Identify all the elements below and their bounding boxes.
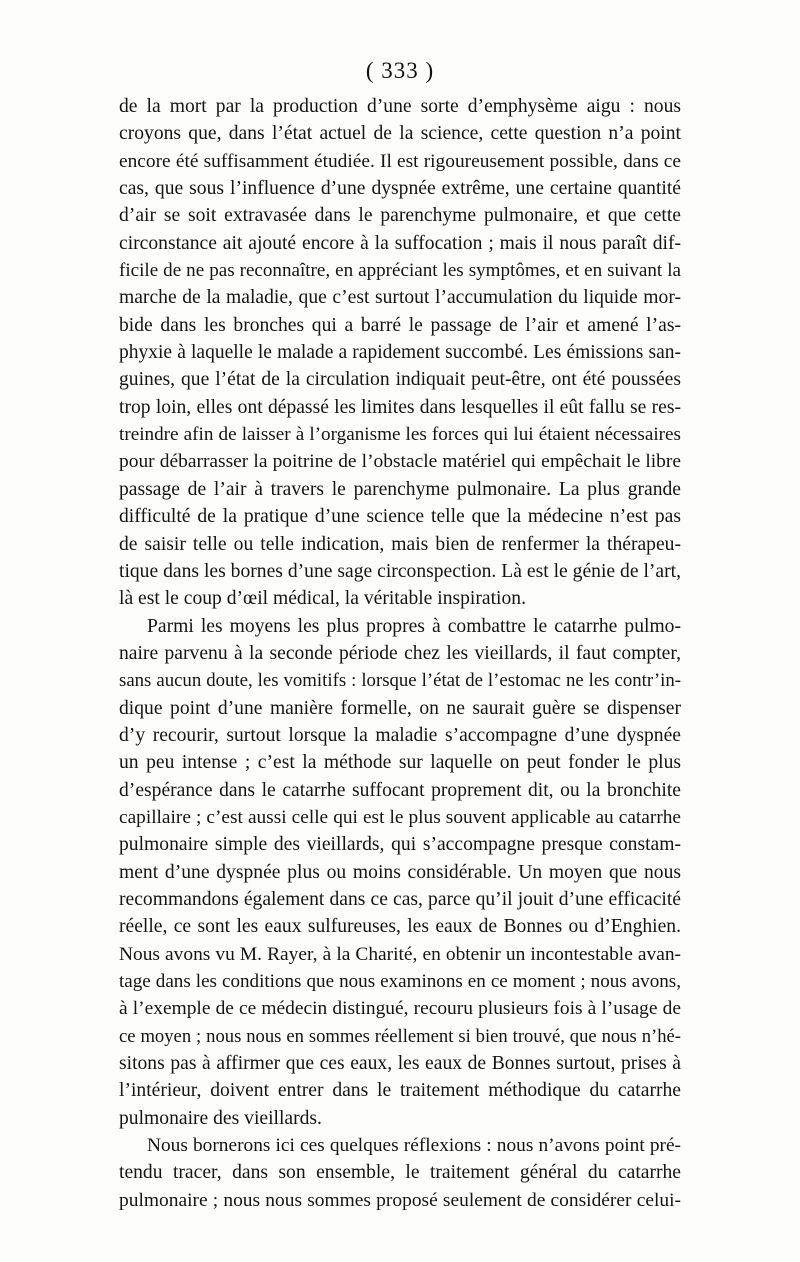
text-line: ficile de ne pas reconnaître, en appréciant les symptômes, et en suivant la (119, 260, 681, 282)
paragraph-3 (119, 1132, 681, 1214)
text-line: là est le coup d’œil médical, la véritable inspiration. (119, 588, 526, 610)
text-line: à l’exemple de ce médecin distingué, recouru plusieurs fois à l’usage de (119, 998, 681, 1020)
text-line: ment d’une dyspnée plus ou moins considérable. Un moyen que nous (119, 861, 681, 883)
text-line: tendu tracer, dans son ensemble, le traitement général du catarrhe (119, 1162, 681, 1184)
text-line: recommandons également dans ce cas, parce qu’il jouit d’une efficacité (119, 888, 681, 910)
text-line: sans aucun doute, les vomitifs : lorsque l’état de l’estomac ne les contr’in- (119, 670, 681, 692)
text-line: pour débarrasser la poitrine de l’obstacle matériel qui empêchait le libre (119, 451, 681, 473)
paragraph-1 (119, 93, 681, 613)
text-line: réelle, ce sont les eaux sulfureuses, les eaux de Bonnes ou d’Enghien. (119, 916, 681, 938)
text-line: d’espérance dans le catarrhe suffocant proprement dit, ou la bronchite (119, 779, 681, 801)
text-line: guines, que l’état de la circulation indiquait peut-être, ont été poussées (119, 369, 681, 391)
text-line: tage dans les conditions que nous examinons en ce moment ; nous avons, (119, 971, 681, 992)
text-line: marche de la maladie, que c’est surtout l’accumulation du liquide mor- (119, 287, 681, 309)
text-line: pulmonaire des vieillards. (119, 1107, 322, 1129)
text-line: Parmi les moyens les plus propres à combattre le catarrhe pulmo- (147, 615, 681, 637)
text-line: Nous bornerons ici ces quelques réflexions : nous n’avons point pré- (147, 1135, 681, 1157)
text-line: naire parvenu à la seconde période chez les vieillards, il faut compter, (119, 642, 681, 664)
text-line: circonstance ait ajouté encore à la suffocation ; mais il nous paraît dif- (119, 232, 681, 254)
body-text (119, 93, 681, 1214)
text-line: pulmonaire simple des vieillards, qui s’accompagne presque constam- (119, 834, 681, 856)
page-number: ( 333 ) (365, 58, 435, 83)
paragraph-2 (119, 613, 681, 1133)
text-line: l’intérieur, doivent entrer dans le traitement méthodique du catarrhe (119, 1080, 681, 1102)
text-line: croyons que, dans l’état actuel de la science, cette question n’a point (119, 123, 681, 145)
text-line: d’y recourir, surtout lorsque la maladie s’accompagne d’une dyspnée (119, 724, 681, 746)
text-line: capillaire ; c’est aussi celle qui est le plus souvent applicable au catarrhe (119, 806, 681, 828)
text-line: pulmonaire ; nous nous sommes proposé seulement de considérer celui- (119, 1189, 681, 1211)
text-line: passage de l’air à travers le parenchyme pulmonaire. La plus grande (119, 478, 681, 500)
text-line: sitons pas à affirmer que ces eaux, les eaux de Bonnes surtout, prises à (119, 1053, 681, 1075)
text-line: ce moyen ; nous nous en sommes réellement si bien trouvé, que nous n’hé- (119, 1025, 681, 1047)
text-line: cas, que sous l’influence d’une dyspnée extrême, une certaine quantité (119, 178, 681, 200)
text-line: dique point d’une manière formelle, on ne saurait guère se dispenser (119, 697, 681, 719)
text-line: un peu intense ; c’est la méthode sur laquelle on peut fonder le plus (119, 752, 681, 774)
text-line: trop loin, elles ont dépassé les limites dans lesquelles il eût fallu se res- (119, 396, 681, 418)
text-line: phyxie à laquelle le malade a rapidement succombé. Les émissions san- (119, 342, 681, 364)
text-line: de la mort par la production d’une sorte d’emphysème aigu : nous (119, 96, 681, 117)
text-line: d’air se soit extravasée dans le parenchyme pulmonaire, et que cette (119, 205, 681, 227)
text-line: de saisir telle ou telle indication, mais bien de renfermer la thérapeu- (119, 533, 681, 555)
text-line: bide dans les bronches qui a barré le passage de l’air et amené l’as- (119, 314, 681, 336)
text-line: Nous avons vu M. Rayer, à la Charité, en obtenir un incontestable avan- (119, 943, 681, 965)
text-line: tique dans les bornes d’une sage circonspection. Là est le génie de l’art, (119, 560, 681, 582)
text-line: encore été suffisamment étudiée. Il est rigoureusement possible, dans ce (119, 150, 681, 172)
text-line: difficulté de la pratique d’une science telle que la médecine n’est pas (119, 506, 681, 528)
text-line: treindre afin de laisser à l’organisme les forces qui lui étaient nécessaires (119, 424, 681, 446)
